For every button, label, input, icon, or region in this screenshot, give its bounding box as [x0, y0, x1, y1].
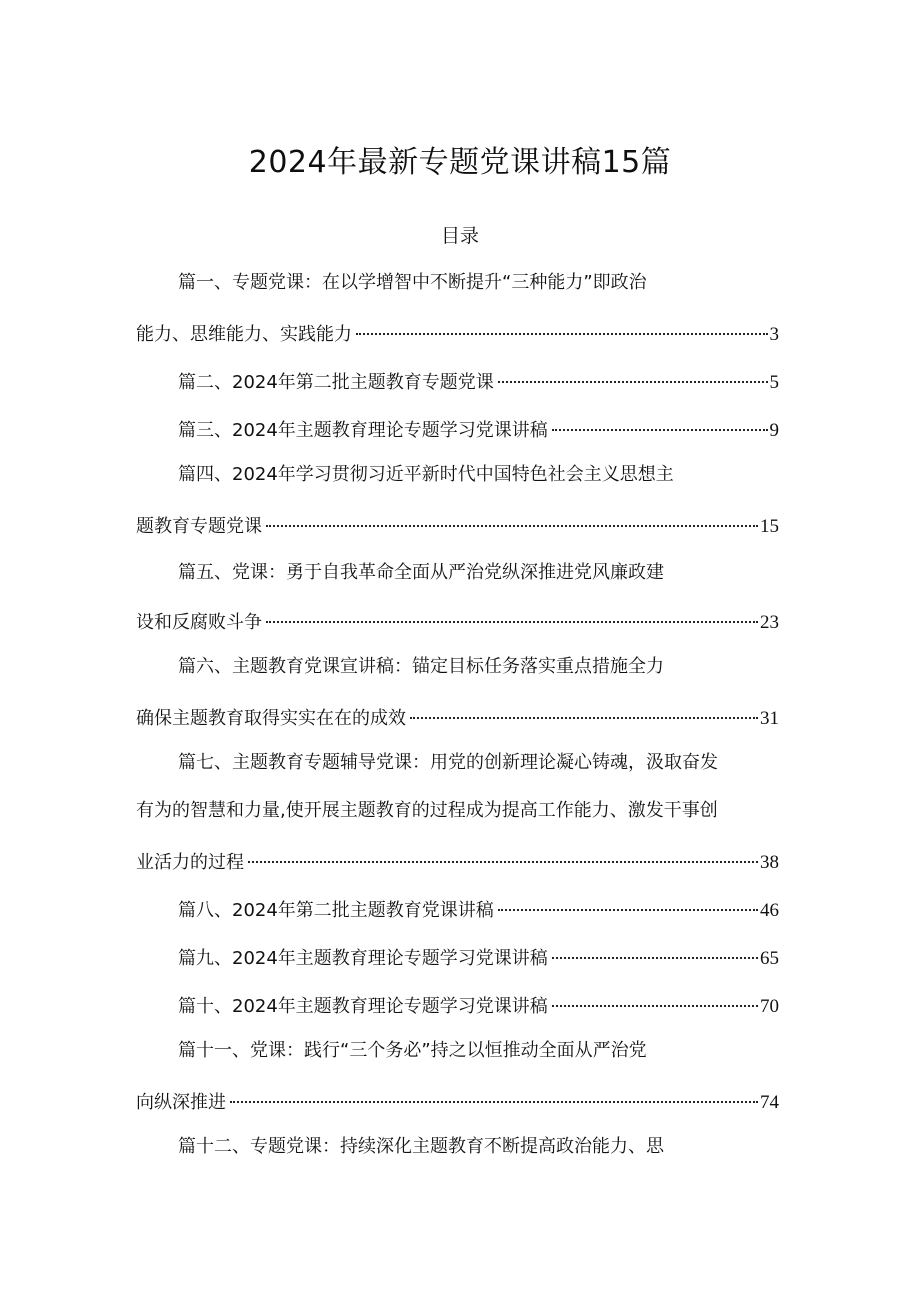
dot-leader: [248, 839, 758, 863]
dot-leader: [498, 359, 768, 383]
toc-heading: 目录: [440, 225, 479, 247]
toc-entry-11-line1[interactable]: 篇十一、党课：践行“三个务必”持之以恒推动全面从严治党: [178, 1040, 647, 1061]
toc-entry-4-page: 15: [760, 516, 779, 537]
toc-entry-12-line1[interactable]: 篇十二、专题党课：持续深化主题教育不断提高政治能力、思: [178, 1136, 664, 1157]
dot-leader: [498, 887, 758, 911]
dot-leader: [266, 599, 758, 623]
toc-entry-9[interactable]: [178, 940, 779, 974]
dot-leader: [552, 935, 758, 959]
toc-entry-6-page: 31: [760, 708, 779, 729]
toc-entry-3[interactable]: [178, 412, 779, 446]
toc-entry-7-page: 38: [760, 852, 779, 873]
toc-entry-10[interactable]: [178, 988, 779, 1022]
toc-entry-5-leader[interactable]: [136, 604, 779, 638]
toc-entry-6-line2: 确保主题教育取得实实在在的成效: [136, 708, 406, 729]
toc-entry-10-page: 70: [760, 996, 779, 1017]
toc-entry-7-leader[interactable]: [136, 844, 779, 878]
toc-entry-10-title: 篇十、2024年主题教育理论专题学习党课讲稿: [178, 996, 548, 1017]
dot-leader: [356, 311, 768, 335]
toc-entry-9-page: 65: [760, 948, 779, 969]
toc-entry-8-title: 篇八、2024年第二批主题教育党课讲稿: [178, 900, 494, 921]
toc-entry-2-page: 5: [769, 372, 779, 393]
dot-leader: [552, 983, 758, 1007]
dot-leader: [410, 695, 758, 719]
toc-entry-7-line3: 业活力的过程: [136, 852, 244, 873]
toc-entry-5-line1[interactable]: 篇五、党课：勇于自我革命全面从严治党纵深推进党风廉政建: [178, 562, 664, 583]
toc-entry-4-line1[interactable]: 篇四、2024年学习贯彻习近平新时代中国特色社会主义思想主: [178, 464, 674, 485]
toc-entry-9-title: 篇九、2024年主题教育理论专题学习党课讲稿: [178, 948, 548, 969]
dot-leader: [230, 1079, 758, 1103]
toc-entry-3-title: 篇三、2024年主题教育理论专题学习党课讲稿: [178, 420, 548, 441]
toc-entry-1-leader[interactable]: [136, 316, 779, 350]
dot-leader: [552, 407, 768, 431]
toc-entry-8[interactable]: [178, 892, 779, 926]
toc-entry-6-leader[interactable]: [136, 700, 779, 734]
toc-entry-8-page: 46: [760, 900, 779, 921]
toc-entry-11-leader[interactable]: [136, 1084, 779, 1118]
dot-leader: [266, 503, 758, 527]
toc-entry-4-line2: 题教育专题党课: [136, 516, 262, 537]
toc-entry-4-leader[interactable]: [136, 508, 779, 542]
toc-entry-11-line2: 向纵深推进: [136, 1092, 226, 1113]
toc-entry-6-line1[interactable]: 篇六、主题教育党课宣讲稿：锚定目标任务落实重点措施全力: [178, 656, 664, 677]
toc-entry-7-line1[interactable]: 篇七、主题教育专题辅导党课：用党的创新理论凝心铸魂，汲取奋发: [178, 752, 718, 773]
toc-entry-3-page: 9: [769, 420, 779, 441]
document-title: 2024年最新专题党课讲稿15篇: [248, 145, 672, 180]
toc-entry-7-line2[interactable]: 有为的智慧和力量,使开展主题教育的过程成为提高工作能力、激发干事创: [136, 800, 718, 821]
toc-entry-1-line2: 能力、思维能力、实践能力: [136, 324, 352, 345]
toc-entry-1-line1[interactable]: 篇一、专题党课：在以学增智中不断提升“三种能力”即政治: [178, 272, 647, 293]
toc-entry-11-page: 74: [760, 1092, 779, 1113]
toc-entry-1-page: 3: [769, 324, 779, 345]
toc-entry-2-title: 篇二、2024年第二批主题教育专题党课: [178, 372, 494, 393]
toc-entry-5-line2: 设和反腐败斗争: [136, 612, 262, 633]
toc-entry-2[interactable]: [178, 364, 779, 398]
toc-entry-5-page: 23: [760, 612, 779, 633]
